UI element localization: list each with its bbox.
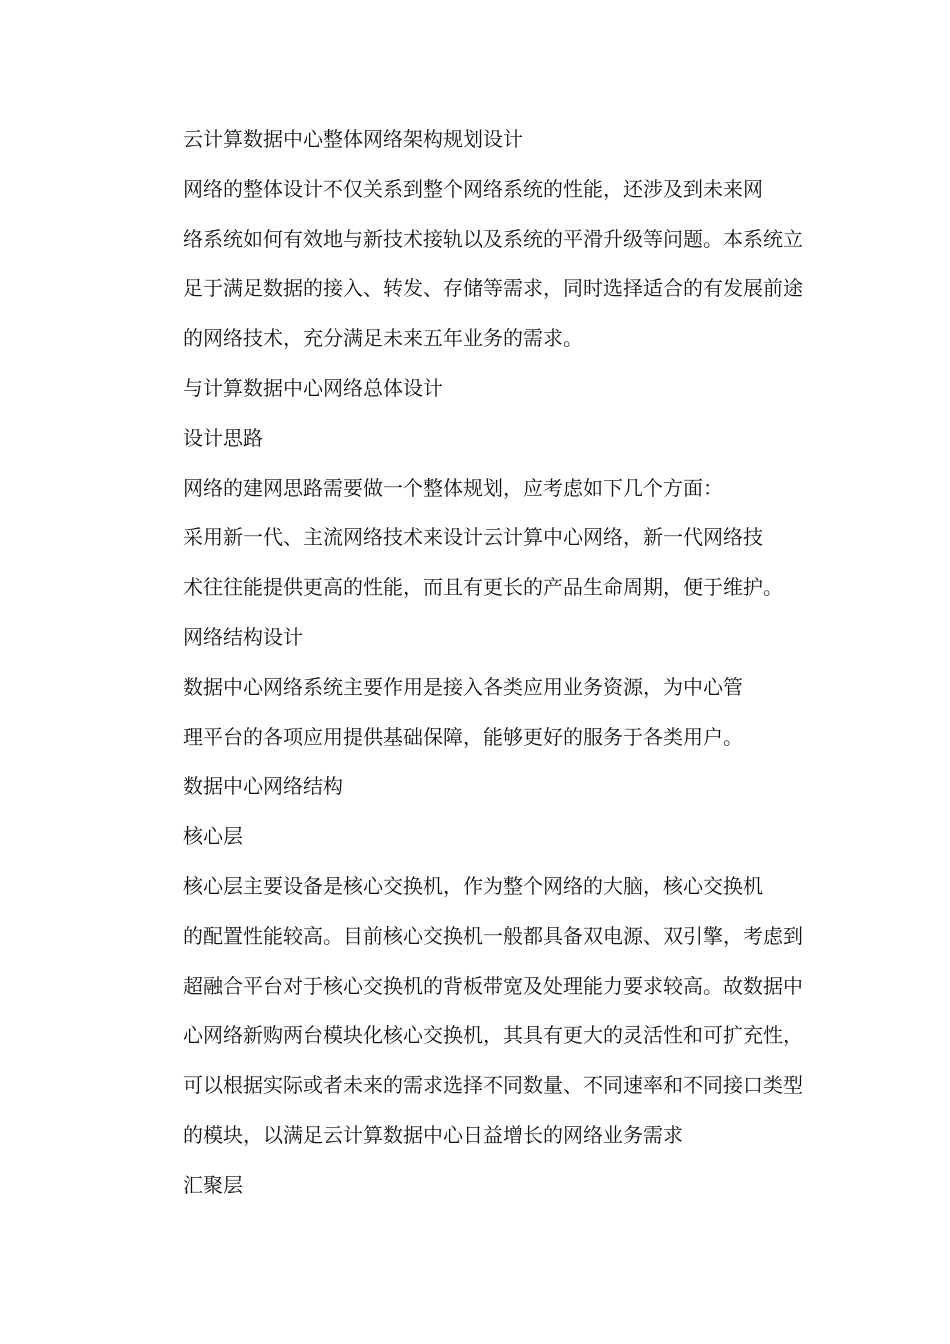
text-line: 网络的整体设计不仅关系到整个网络系统的性能，还涉及到未来网 — [183, 176, 763, 201]
text-line: 数据中心网络结构 — [183, 774, 343, 799]
text-line: 的模块，以满足云计算数据中心日益增长的网络业务需求 — [183, 1122, 683, 1147]
text-line: 网络结构设计 — [183, 624, 303, 649]
heading-aggregation-layer — [140, 1161, 820, 1211]
paragraph-overall-design — [140, 165, 820, 364]
heading-network-structure-design — [140, 613, 820, 663]
text-line: 云计算数据中心整体网络架构规划设计 — [183, 127, 523, 151]
heading-cloud-network-planning — [140, 115, 820, 165]
text-line: 数据中心网络系统主要作用是接入各类应用业务资源，为中心管 — [183, 674, 743, 699]
text-line: 汇聚层 — [183, 1172, 243, 1197]
paragraph-core-layer — [140, 862, 820, 1161]
paragraph-dc-network-role — [140, 663, 820, 763]
paragraph-new-tech — [140, 513, 820, 613]
text-line: 足于满足数据的接入、转发、存储等需求，同时选择适合的有发展前途 — [183, 276, 803, 301]
text-line: 采用新一代、主流网络技术来设计云计算中心网络，新一代网络技 — [183, 525, 763, 550]
text-line: 心网络新购两台模块化核心交换机，其具有更大的灵活性和可扩充性， — [183, 1023, 803, 1048]
text-line: 理平台的各项应用提供基础保障，能够更好的服务于各类用户。 — [183, 724, 743, 749]
heading-network-overall-design — [140, 364, 820, 414]
text-line: 络系统如何有效地与新技术接轨以及系统的平滑升级等问题。本系统立 — [183, 226, 803, 251]
text-line: 可以根据实际或者未来的需求选择不同数量、不同速率和不同接口类型 — [183, 1073, 803, 1098]
text-line: 术往往能提供更高的性能，而且有更长的产品生命周期，便于维护。 — [183, 575, 783, 600]
heading-design-approach — [140, 414, 820, 464]
paragraph-approach-intro — [140, 464, 820, 514]
text-line: 核心层主要设备是核心交换机，作为整个网络的大脑，核心交换机 — [183, 873, 763, 898]
text-line: 与计算数据中心网络总体设计 — [183, 375, 443, 400]
text-line: 超融合平台对于核心交换机的背板带宽及处理能力要求较高。故数据中 — [183, 973, 803, 998]
text-line: 的网络技术，充分满足未来五年业务的需求。 — [183, 326, 583, 351]
heading-core-layer — [140, 812, 820, 862]
text-line: 网络的建网思路需要做一个整体规划，应考虑如下几个方面： — [183, 475, 723, 500]
document-page — [140, 115, 820, 1211]
text-line: 的配置性能较高。目前核心交换机一般都具备双电源、双引擎，考虑到 — [183, 923, 803, 948]
text-line: 设计思路 — [183, 425, 263, 450]
heading-dc-network-structure — [140, 762, 820, 812]
text-line: 核心层 — [183, 824, 243, 849]
